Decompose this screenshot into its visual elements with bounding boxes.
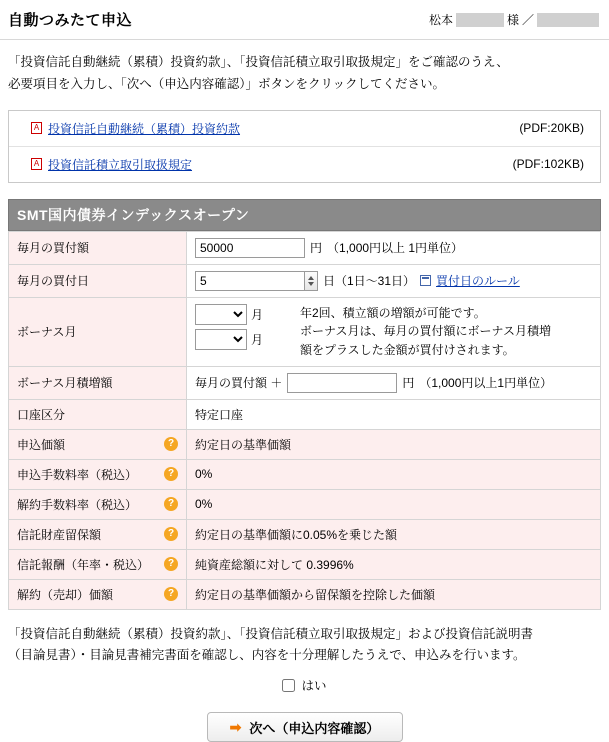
- bonus-month-select-1[interactable]: [195, 304, 247, 325]
- document-row: [9, 146, 600, 182]
- user-separator: ／: [521, 13, 534, 27]
- redacted-branch: [537, 13, 599, 27]
- consent-text: [8, 624, 599, 667]
- help-icon[interactable]: ?: [164, 527, 178, 541]
- table-row-fee: [9, 429, 601, 459]
- purchase-day-stepper[interactable]: [305, 271, 318, 291]
- help-icon[interactable]: ?: [164, 557, 178, 571]
- bonus-amount-input[interactable]: [287, 373, 397, 393]
- purchase-day-unit: 日（1日～31日）: [323, 274, 416, 289]
- consent-line-2: （目論見書）・目論見書補完書面を確認し、内容を十分理解したうえで、申込みを行います。: [8, 647, 526, 662]
- consent-line-1: 「投資信託自動継続（累積）投資約款」、「投資信託積立取引取扱規定」および投資信託説明書: [8, 626, 534, 641]
- application-form-table: [8, 231, 601, 610]
- bonus-note-1: 年2回、積立額の増額が可能です。: [300, 305, 486, 320]
- label-bonus-month: ボーナス月: [9, 297, 187, 366]
- value-cancellation-fee: 0%: [187, 489, 601, 519]
- table-row-fee: [9, 489, 601, 519]
- value-bonus-amount: [187, 366, 601, 399]
- fund-name-bar: SMT国内債券インデックスオープン: [8, 199, 601, 231]
- user-name: 松本: [428, 13, 453, 27]
- bonus-amount-prefix: 毎月の買付額 ＋: [195, 376, 283, 391]
- document-link-2[interactable]: [31, 156, 192, 173]
- label-trust-fee: [9, 549, 187, 579]
- label-application-price: [9, 429, 187, 459]
- bonus-amount-unit: 円: [402, 376, 415, 391]
- monthly-amount-input[interactable]: [195, 238, 305, 258]
- value-account-type: 特定口座: [187, 399, 601, 429]
- value-bonus-month: [187, 297, 601, 366]
- label-account-type: 口座区分: [9, 399, 187, 429]
- consent-checkbox-label: はい: [301, 679, 327, 694]
- instructions-line-1: 「投資信託自動継続（累積）投資約款」、「投資信託積立取引取扱規定」をご確認のうえ、: [8, 55, 509, 69]
- document-links-box: [8, 110, 601, 183]
- table-row-fee: [9, 519, 601, 549]
- bonus-month-select-2[interactable]: [195, 329, 247, 350]
- bonus-note-2: ボーナス月は、毎月の買付額にボーナス月積増: [300, 324, 552, 339]
- bonus-note-3: 額をプラスした金額が買付けされます。: [300, 342, 515, 357]
- purchase-day-rule-link[interactable]: 買付日のルール: [436, 274, 520, 289]
- label-text: 信託報酬（年率・税込）: [17, 557, 150, 572]
- page-title: 自動つみたて申込: [8, 12, 133, 29]
- label-retained-amount: [9, 519, 187, 549]
- value-application-price: 約定日の基準価額: [187, 429, 601, 459]
- redacted-name: [456, 13, 504, 27]
- label-text: 申込手数料率（税込）: [17, 467, 138, 482]
- help-icon[interactable]: ?: [164, 467, 178, 481]
- table-row-bonus-amount: [9, 366, 601, 399]
- pdf-icon: A: [31, 158, 42, 170]
- label-text: 信託財産留保額: [17, 527, 102, 542]
- table-row-fee: [9, 459, 601, 489]
- monthly-amount-unit: 円: [310, 241, 323, 256]
- label-redemption-price: [9, 579, 187, 609]
- label-text: 申込価額: [17, 437, 66, 452]
- monthly-amount-note: （1,000円以上 1円単位）: [327, 241, 464, 256]
- value-retained-amount: 約定日の基準価額に0.05%を乗じた額: [187, 519, 601, 549]
- label-application-fee: [9, 459, 187, 489]
- table-row-account-type: [9, 399, 601, 429]
- bonus-month-notes: [300, 304, 592, 360]
- bonus-month-unit-2: 月: [251, 332, 264, 347]
- table-row-fee: [9, 549, 601, 579]
- bonus-amount-note: （1,000円以上1円単位）: [419, 376, 553, 391]
- value-trust-fee: 純資産総額に対して 0.3996%: [187, 549, 601, 579]
- label-text: 解約（売却）価額: [17, 587, 114, 602]
- label-monthly-amount: 毎月の買付額: [9, 231, 187, 264]
- label-text: 解約手数料率（税込）: [17, 497, 138, 512]
- document-link-1[interactable]: [31, 120, 240, 137]
- user-info: [429, 11, 599, 28]
- document-row: [9, 111, 600, 146]
- consent-checkbox-row: [0, 676, 609, 694]
- instructions-line-2: 必要項目を入力し、「次へ（申込内容確認）」ボタンをクリックしてください。: [8, 76, 446, 91]
- table-row-fee: [9, 579, 601, 609]
- purchase-day-input[interactable]: [195, 271, 305, 291]
- label-bonus-amount: ボーナス月積増額: [9, 366, 187, 399]
- next-confirm-button[interactable]: [207, 712, 403, 742]
- label-purchase-day: 毎月の買付日: [9, 264, 187, 297]
- pdf-icon: A: [31, 122, 42, 134]
- help-icon[interactable]: ?: [164, 587, 178, 601]
- value-redemption-price: 約定日の基準価額から留保額を控除した価額: [187, 579, 601, 609]
- user-suffix: 様: [506, 13, 519, 27]
- value-application-fee: 0%: [187, 459, 601, 489]
- submit-area: [0, 712, 609, 742]
- document-size: (PDF:20KB): [519, 121, 584, 136]
- consent-checkbox[interactable]: [282, 679, 295, 692]
- value-purchase-day: [187, 264, 601, 297]
- next-confirm-button-label: 次へ（申込内容確認）: [249, 720, 380, 736]
- arrow-right-icon: ➡: [229, 718, 242, 735]
- document-link-label[interactable]: 投資信託積立取引取扱規定: [48, 157, 193, 172]
- table-row-purchase-day: [9, 264, 601, 297]
- document-size: (PDF:102KB): [512, 157, 584, 172]
- table-row-monthly-amount: [9, 231, 601, 264]
- document-link-label[interactable]: 投資信託自動継続（累積）投資約款: [48, 121, 241, 136]
- help-icon[interactable]: ?: [164, 437, 178, 451]
- label-cancellation-fee: [9, 489, 187, 519]
- instructions: [0, 40, 609, 102]
- value-monthly-amount: [187, 231, 601, 264]
- page-header: [0, 0, 609, 40]
- calendar-icon: [420, 275, 431, 286]
- bonus-month-unit-1: 月: [251, 307, 264, 322]
- table-row-bonus-month: [9, 297, 601, 366]
- help-icon[interactable]: ?: [164, 497, 178, 511]
